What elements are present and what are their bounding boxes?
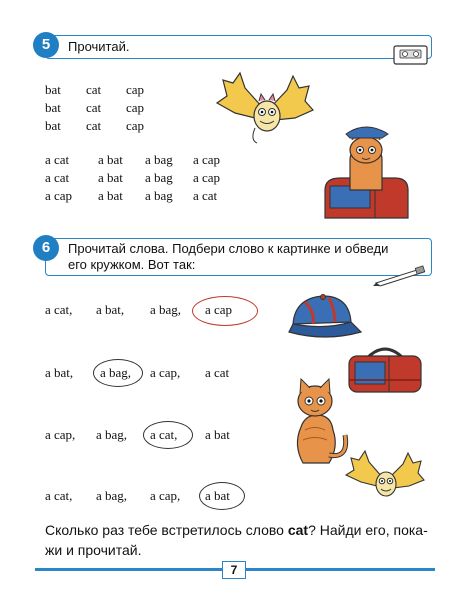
phrase: a cat, <box>45 302 73 317</box>
exercise-6-instruction-line1: Прочитай слова. Подбери слово к картинке и обведи <box>68 241 389 256</box>
word: cat <box>86 118 102 133</box>
word: bat <box>45 100 61 115</box>
word: cap <box>126 118 145 133</box>
phrase: a bag <box>145 170 173 185</box>
word: cap <box>126 100 145 115</box>
phrase: a bag, <box>100 365 132 380</box>
question-line2: жи и прочитай. <box>45 542 142 558</box>
phrase: a bag, <box>96 427 128 442</box>
phrase: a bat, <box>96 302 125 317</box>
phrase: a bat <box>98 170 123 185</box>
question-word: cat <box>287 522 309 538</box>
bag-illustration <box>345 340 425 396</box>
phrase: a bag, <box>150 302 182 317</box>
question-text <box>45 520 430 560</box>
bat-illustration-2 <box>345 448 425 508</box>
word: cat <box>86 100 102 115</box>
exercise-6-instruction-line2: его кружком. Вот так: <box>68 257 196 272</box>
phrase: a bag, <box>96 488 128 503</box>
phrase: a bat, <box>45 365 74 380</box>
phrase: a bat <box>205 427 230 442</box>
cassette-icon <box>393 44 429 66</box>
phrase: a cat <box>45 170 70 185</box>
phrase: a bat <box>98 188 123 203</box>
page-number: 7 <box>222 561 246 579</box>
word: cap <box>126 82 145 97</box>
answer-circle <box>199 482 245 510</box>
phrase: a cat, <box>45 488 73 503</box>
phrase: a cat <box>193 188 218 203</box>
exercise-6-number: 6 <box>33 235 59 261</box>
exercise-5-number: 5 <box>33 32 59 58</box>
phrase: a cat <box>205 365 230 380</box>
question-line1-post: ? Найди его, пока- <box>308 522 428 538</box>
phrase: a bat <box>98 152 123 167</box>
phrase: a bat <box>205 488 230 503</box>
phrase: a cap, <box>45 427 76 442</box>
cat-illustration <box>283 375 353 470</box>
example-circle <box>192 296 258 326</box>
word: bat <box>45 118 61 133</box>
cat-on-bag-illustration <box>320 120 415 225</box>
phrase: a cat, <box>150 427 178 442</box>
word: cat <box>86 82 102 97</box>
phrase: a bag <box>145 188 173 203</box>
phrase: a cap <box>193 152 221 167</box>
phrase: a cap, <box>150 365 181 380</box>
phrase: a cat <box>45 152 70 167</box>
phrase: a cap <box>205 302 233 317</box>
pen-icon <box>372 265 430 287</box>
question-line1-pre: Сколько раз тебе встретилось слово <box>45 522 288 538</box>
answer-circle <box>93 359 143 387</box>
bat-illustration <box>215 68 315 148</box>
phrase: a cap, <box>150 488 181 503</box>
answer-circle <box>143 421 193 449</box>
phrase: a cap <box>45 188 73 203</box>
phrase: a bag <box>145 152 173 167</box>
exercise-5-instruction: Прочитай. <box>68 39 130 54</box>
phrase: a cap <box>193 170 221 185</box>
word: bat <box>45 82 61 97</box>
cap-illustration <box>285 292 365 342</box>
